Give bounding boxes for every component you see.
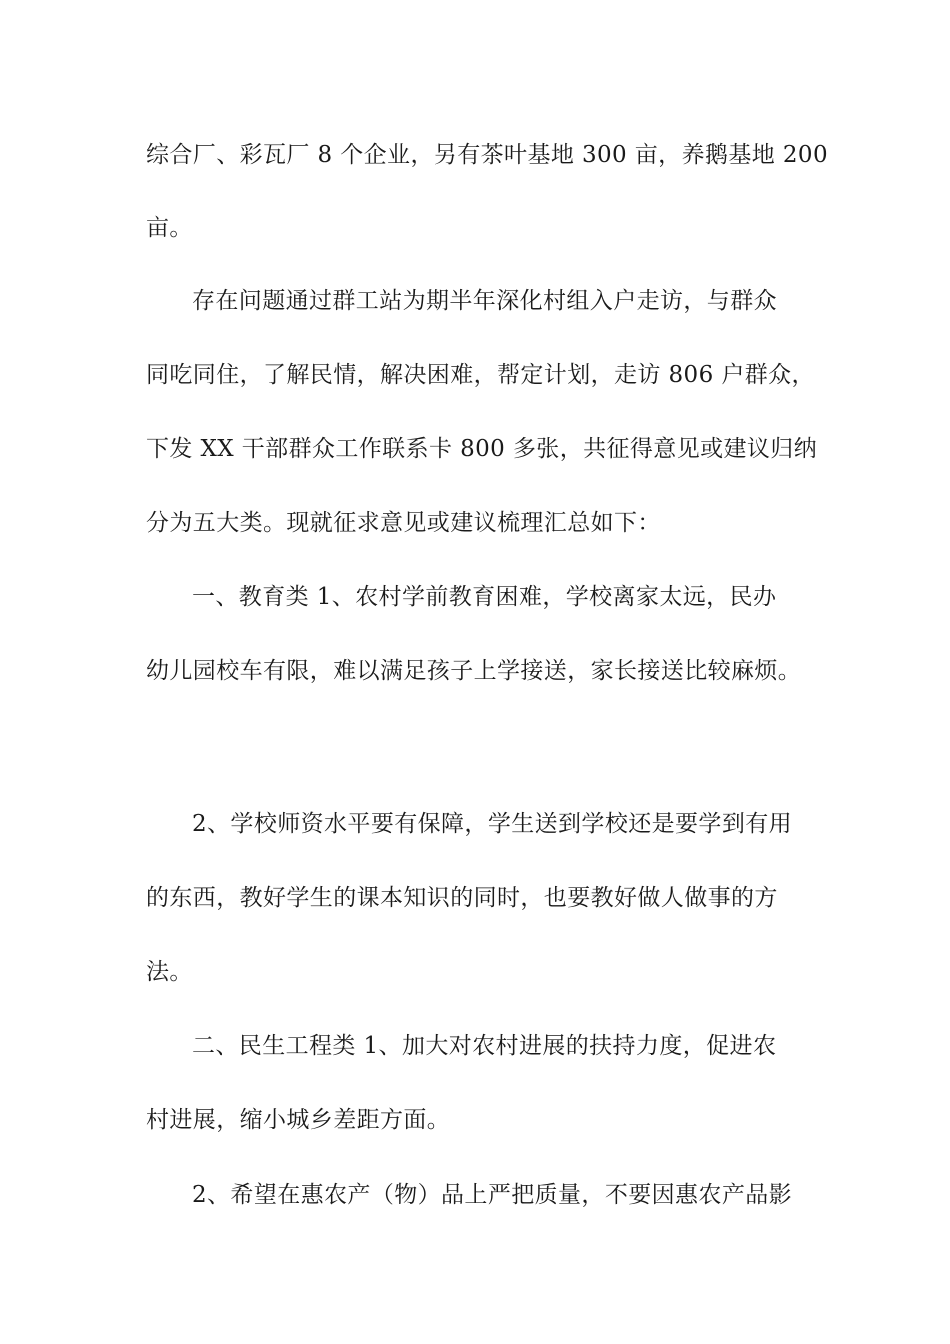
paragraph-start-line: 2、希望在惠农产（物）品上严把质量，不要因惠农产品影: [192, 1182, 793, 1208]
section-heading-line: 一、教育类 1、农村学前教育困难，学校离家太远，民办: [192, 584, 777, 610]
text-line: 下发 XX 干部群众工作联系卡 800 多张，共征得意见或建议归纳: [146, 436, 818, 462]
text-line: 的东西，教好学生的课本知识的同时，也要教好做人做事的方: [146, 885, 778, 911]
text-line: 同吃同住，了解民情，解决困难，帮定计划，走访 806 户群众，: [146, 362, 815, 388]
text-line: 法。: [146, 959, 193, 985]
text-line: 综合厂、彩瓦厂 8 个企业，另有茶叶基地 300 亩，养鹅基地 200: [146, 142, 828, 168]
text-line: 幼儿园校车有限，难以满足孩子上学接送，家长接送比较麻烦。: [146, 658, 802, 684]
text-line: 分为五大类。现就征求意见或建议梳理汇总如下：: [146, 510, 661, 536]
paragraph-start-line: 2、学校师资水平要有保障，学生送到学校还是要学到有用: [192, 811, 793, 837]
section-heading-line: 二、民生工程类 1、加大对农村进展的扶持力度，促进农: [192, 1033, 777, 1059]
paragraph-start-line: 存在问题通过群工站为期半年深化村组入户走访，与群众: [192, 288, 777, 314]
text-line: 亩。: [146, 215, 193, 241]
text-line: 村进展，缩小城乡差距方面。: [146, 1107, 451, 1133]
